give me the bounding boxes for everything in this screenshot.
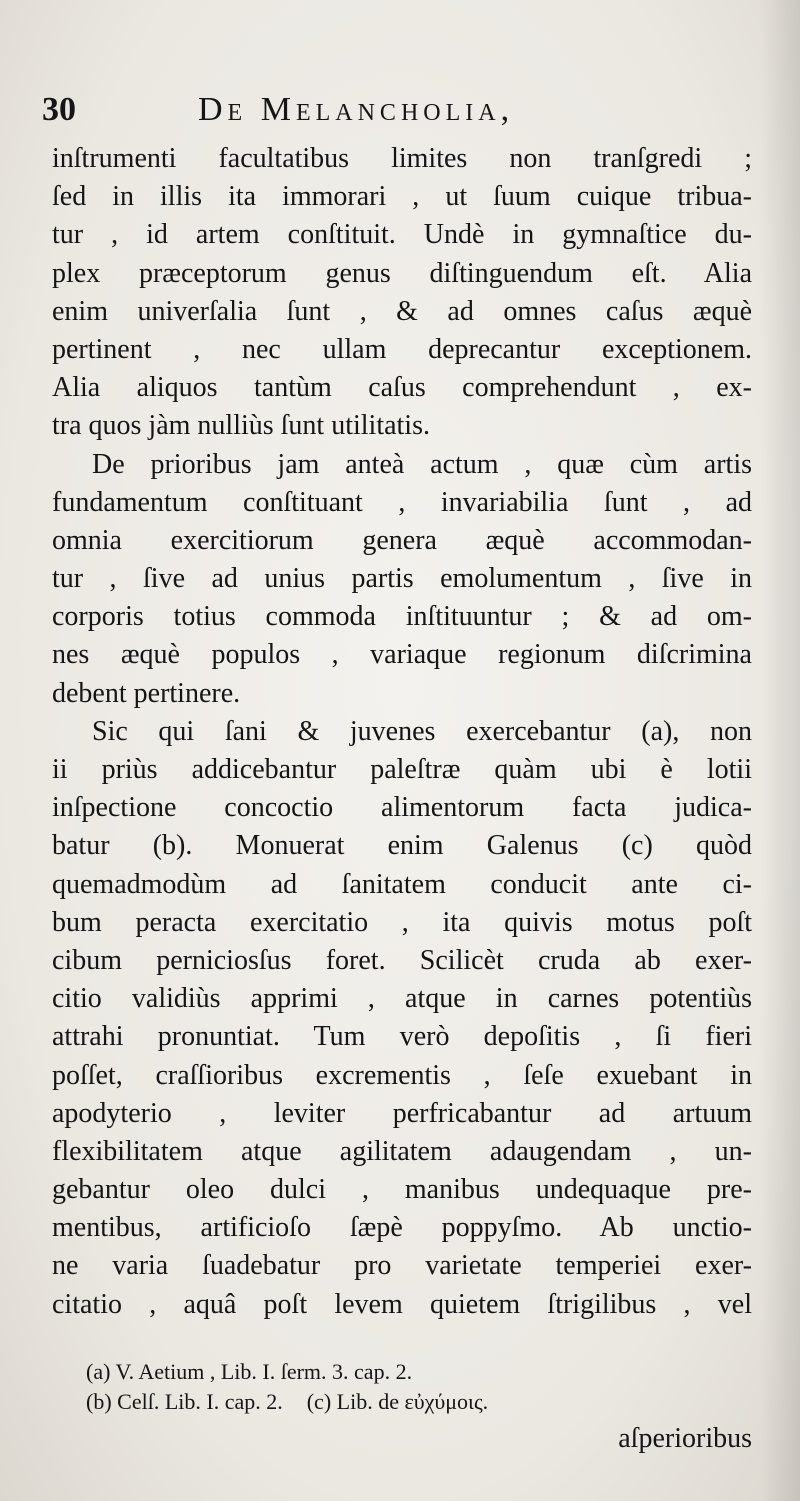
text-line: corporis totius commoda inſtituuntur ; & ad om- bbox=[52, 601, 752, 633]
footnote-b: (b) Celſ. Lib. I. cap. 2. bbox=[86, 1389, 283, 1414]
running-title: De Melancholia, bbox=[198, 91, 515, 128]
footnote-c: (c) Lib. de εὐχύμοις. bbox=[306, 1389, 489, 1414]
text-line: quemadmodùm ad ſanitatem conducit ante ci- bbox=[52, 868, 752, 900]
text-line: flexibilitatem atque agilitatem adaugendam , un- bbox=[52, 1135, 752, 1167]
footnote-row bbox=[86, 1387, 746, 1417]
text-line: omnia exercitiorum genera æquè accommodan- bbox=[52, 524, 752, 556]
text-line: mentibus, artificioſo ſæpè poppyſmo. Ab unctio- bbox=[52, 1212, 752, 1244]
text-line: ſed in illis ita immorari , ut ſuum cuique tribua- bbox=[52, 181, 752, 213]
text-line: citio validiùs apprimi , atque in carnes potentiùs bbox=[52, 983, 752, 1015]
paragraph-3 bbox=[52, 713, 752, 1324]
text-line: apodyterio , leviter perfricabantur ad artuum bbox=[52, 1097, 752, 1129]
text-line: bum peracta exercitatio , ita quivis motus poſt bbox=[52, 906, 752, 938]
paragraph-1 bbox=[52, 140, 752, 446]
page-number: 30 bbox=[42, 91, 76, 128]
text-line: batur (b). Monuerat enim Galenus (c) quòd bbox=[52, 830, 752, 862]
text-line: inſtrumenti facultatibus limites non tranſgredi ; bbox=[52, 143, 752, 174]
footnote-a: (a) V. Aetium , Lib. I. ſerm. 3. cap. 2. bbox=[86, 1359, 413, 1384]
text-line: tur , ſive ad unius partis emolumentum , ſive in bbox=[52, 563, 752, 595]
text-line: ii priùs addicebantur paleſtræ quàm ubi è lotii bbox=[52, 754, 752, 785]
text-line: nes æquè populos , variaque regionum diſcrimina bbox=[52, 639, 752, 671]
catchword: aſperioribus bbox=[618, 1423, 752, 1454]
text-line: citatio , aquâ poſt levem quietem ſtrigilibus , vel bbox=[52, 1288, 752, 1320]
text-line: gebantur oleo dulci , manibus undequaque pre- bbox=[52, 1174, 752, 1206]
running-head bbox=[42, 88, 742, 132]
text-line: enim univerſalia ſunt , & ad omnes caſus æquè bbox=[52, 295, 752, 327]
footnotes bbox=[86, 1357, 746, 1417]
text-line: plex præceptorum genus diſtinguendum eſt. Alia bbox=[52, 257, 752, 289]
text-line: tur , id artem conſtituit. Undè in gymnaſtice du- bbox=[52, 219, 752, 251]
text-line: Alia aliquos tantùm caſus comprehendunt , ex- bbox=[52, 372, 752, 404]
text-line: poſſet, craſſioribus excrementis , ſeſe exuebant in bbox=[52, 1059, 752, 1091]
text-line: De prioribus jam anteà actum , quæ cùm artis bbox=[92, 448, 752, 480]
paragraph-2 bbox=[52, 446, 752, 713]
text-line: Sic qui ſani & juvenes exercebantur (a), non bbox=[92, 715, 752, 747]
text-line: tra quos jàm nulliùs ſunt utilitatis. bbox=[52, 410, 430, 442]
text-line: pertinent , nec ullam deprecantur exceptionem. bbox=[52, 333, 752, 365]
text-line: attrahi pronuntiat. Tum verò depoſitis , ſi fieri bbox=[52, 1021, 752, 1053]
text-line: cibum perniciosſus foret. Scilicèt cruda ab exer- bbox=[52, 944, 752, 976]
text-line: fundamentum conſtituant , invariabilia ſunt , ad bbox=[52, 486, 752, 518]
body-text bbox=[52, 140, 752, 1324]
text-line: debent pertinere. bbox=[52, 677, 241, 709]
text-line: inſpectione concoctio alimentorum facta judica- bbox=[52, 792, 752, 824]
text-line: ne varia ſuadebatur pro varietate temperiei exer- bbox=[52, 1250, 752, 1282]
